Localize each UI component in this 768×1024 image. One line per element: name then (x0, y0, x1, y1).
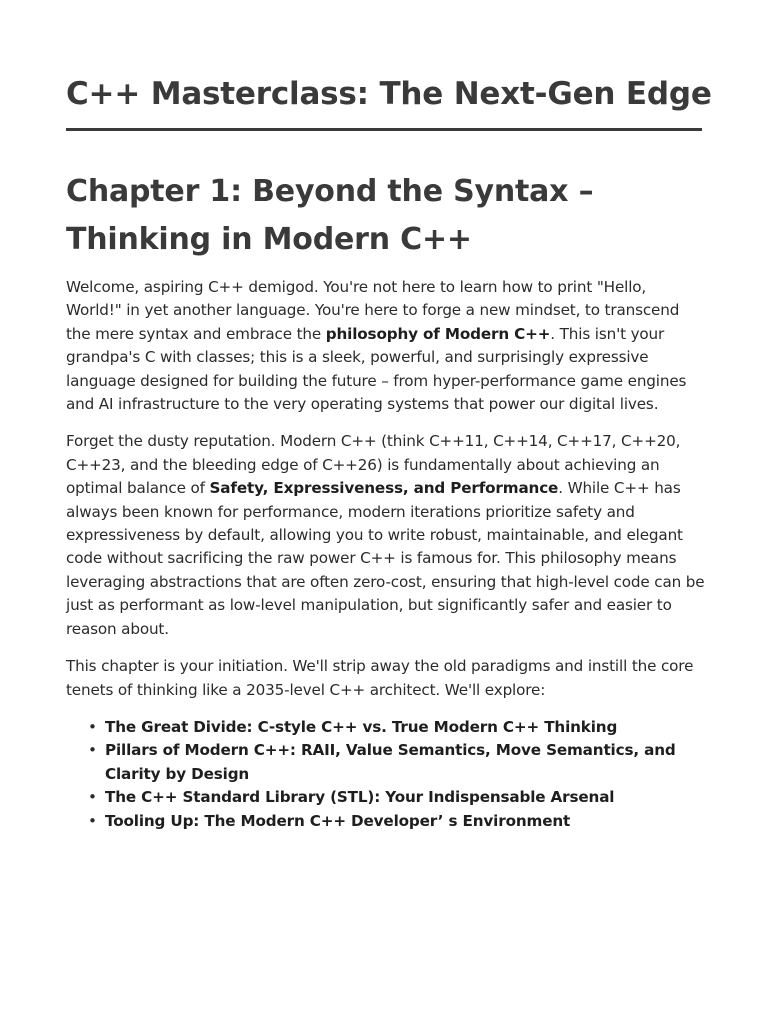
bullet-icon: • (88, 788, 97, 807)
book-title: C++ Masterclass: The Next-Gen Edge (66, 76, 712, 112)
chapter-body (66, 276, 706, 833)
topic-label: Pillars of Modern C++: RAII, Value Semantics, Move Semantics, and Clarity by Design (105, 741, 676, 783)
bullet-icon: • (88, 811, 97, 830)
philosophy-text-end: . While C++ has always been known for performance, modern iterations prioritize safety and expressiveness by default, allowing you to write robust, maintainable, and elegant code without sacrificing the raw power C++ is famous for. This philosophy means leveraging abstractions that are often zero-cost, ensuring that high-level code can be just as performant as low-level manipulation, but significantly safer and easier to reason about. (66, 479, 705, 638)
title-divider (66, 128, 702, 131)
list-item (88, 810, 706, 833)
list-item (88, 786, 706, 809)
philosophy-emphasis: Safety, Expressiveness, and Performance (209, 479, 559, 498)
intro-paragraph (66, 276, 706, 416)
initiation-paragraph: This chapter is your initiation. We'll strip away the old paradigms and instill the core tenets of thinking like a 2035-level C++ architect. We'll explore: (66, 657, 694, 699)
topic-list (66, 716, 706, 833)
topic-label: The Great Divide: C-style C++ vs. True Modern C++ Thinking (105, 717, 618, 736)
intro-emphasis: philosophy of Modern C++ (325, 324, 551, 343)
topic-label: The C++ Standard Library (STL): Your Indispensable Arsenal (105, 788, 615, 807)
bullet-icon: • (88, 717, 97, 736)
list-item (88, 739, 706, 786)
bullet-icon: • (88, 741, 97, 760)
list-item (88, 716, 706, 739)
chapter-title: Chapter 1: Beyond the Syntax – Thinking in Modern C++ (66, 174, 594, 257)
intro-text-end: . This isn't your grandpa's C with classes; this is a sleek, powerful, and surprisingly expressive language designed for building the future – from hyper-performance game engines and AI infrastructure to the very operating systems that power our digital lives. (66, 324, 687, 414)
topic-label: Tooling Up: The Modern C++ Developer’ s Environment (105, 811, 571, 830)
philosophy-paragraph (66, 430, 706, 641)
philosophy-text-start: Forget the dusty reputation. Modern C++ (think C++11, C++14, C++17, C++20, C++23, and the bleeding edge of C++26) is fundamentally about achieving an optimal balance of (66, 432, 681, 498)
intro-text-start: Welcome, aspiring C++ demigod. You're not here to learn how to print "Hello, World!" in yet another language. You're here to forge a new mindset, to transcend the mere syntax and embrace the (66, 278, 680, 343)
